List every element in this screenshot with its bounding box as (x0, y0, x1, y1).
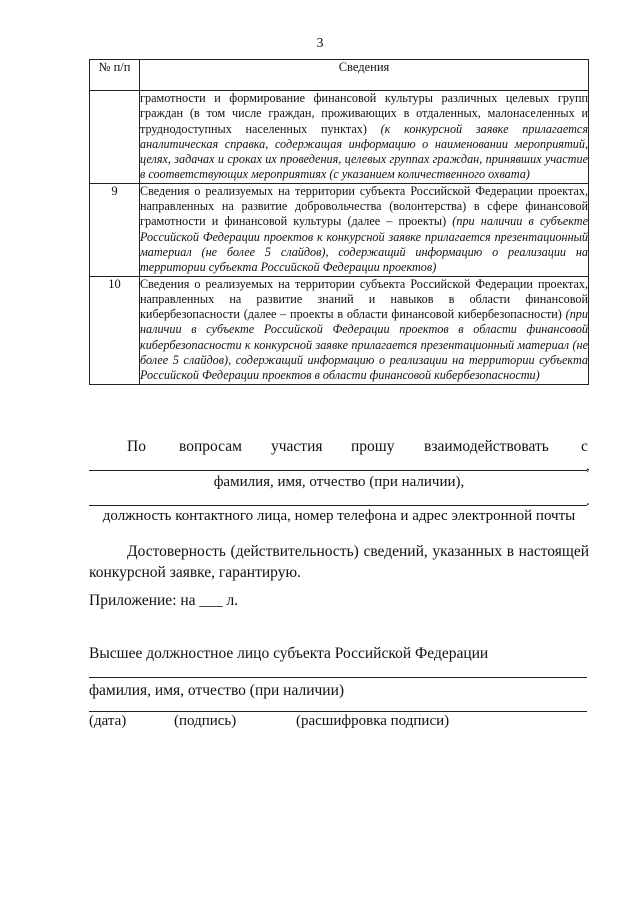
row-num: 10 (90, 276, 140, 384)
row-num: 9 (90, 183, 140, 276)
sig-sign: (подпись) (174, 713, 237, 729)
caption-fio: фамилия, имя, отчество (при наличии), (213, 474, 465, 490)
table-row (90, 91, 589, 184)
table-header-row (90, 60, 589, 91)
signature-line[interactable] (89, 711, 587, 712)
appendix: Приложение: на ___ л. (89, 592, 239, 609)
table-row (90, 276, 589, 384)
sig-date: (дата) (89, 713, 127, 729)
table-row (90, 183, 589, 276)
official-title: Высшее должностное лицо субъекта Российской Федерации (89, 645, 489, 662)
header-info: Сведения (140, 60, 589, 91)
info-table (89, 59, 589, 385)
contact-fill-line[interactable] (89, 505, 587, 506)
fio-fill-line[interactable] (89, 470, 587, 471)
row-text: грамотности и формирование финансовой культуры различных целевых групп граждан (в том числе граждан, проживающих в отдаленных, малонаселенных и труднодоступных населенных пунктах) (к конкурсной заявке прилагается аналитическая справка, содержащая информацию о наименовании мероприятий, целях, задачах и сроках их проведения, целевых группах граждан, принявших участие в соответствующих мероприятиях (с указанием количественного охвата) (140, 91, 588, 182)
header-num: № п/п (90, 60, 140, 91)
official-fio-caption: фамилия, имя, отчество (при наличии) (89, 682, 345, 699)
sig-decode: (расшифровка подписи) (296, 713, 450, 729)
row-num (90, 91, 140, 184)
row-text: Сведения о реализуемых на территории субъекта Российской Федерации проектах, направленных на развитие знаний и навыков в области финансовой кибербезопасности (далее – проекты в области финансовой кибербезопасности) (при наличии в субъекте Российской Федерации проектов в области финансовой кибербезопасности к конкурсной заявке прилагается презентационный материал (не более 5 слайдов), содержащий информацию о реализации на территории субъекта Российской Федерации проектов в области финансовой кибербезопасности) (140, 276, 588, 383)
row-text: Сведения о реализуемых на территории субъекта Российской Федерации проектах, направленных на развитие добровольчества (волонтерства) в сфере финансовой грамотности и финансовой культуры (далее – проекты) (при наличии в субъекте Российской Федерации проектов к конкурсной заявке прилагается презентационный материал (не более 5 слайдов), содержащий информацию о реализации на территории субъекта Российской Федерации проектов) (140, 183, 588, 275)
page-number: 3 (316, 36, 324, 51)
caption-contact: должность контактного лица, номер телефона и адрес электронной почты (102, 508, 576, 524)
authenticity-statement: Достоверность (действительность) сведений, указанных в настоящей конкурсной заявке, гарантирую. (89, 543, 589, 581)
official-fio-line[interactable] (89, 677, 587, 678)
